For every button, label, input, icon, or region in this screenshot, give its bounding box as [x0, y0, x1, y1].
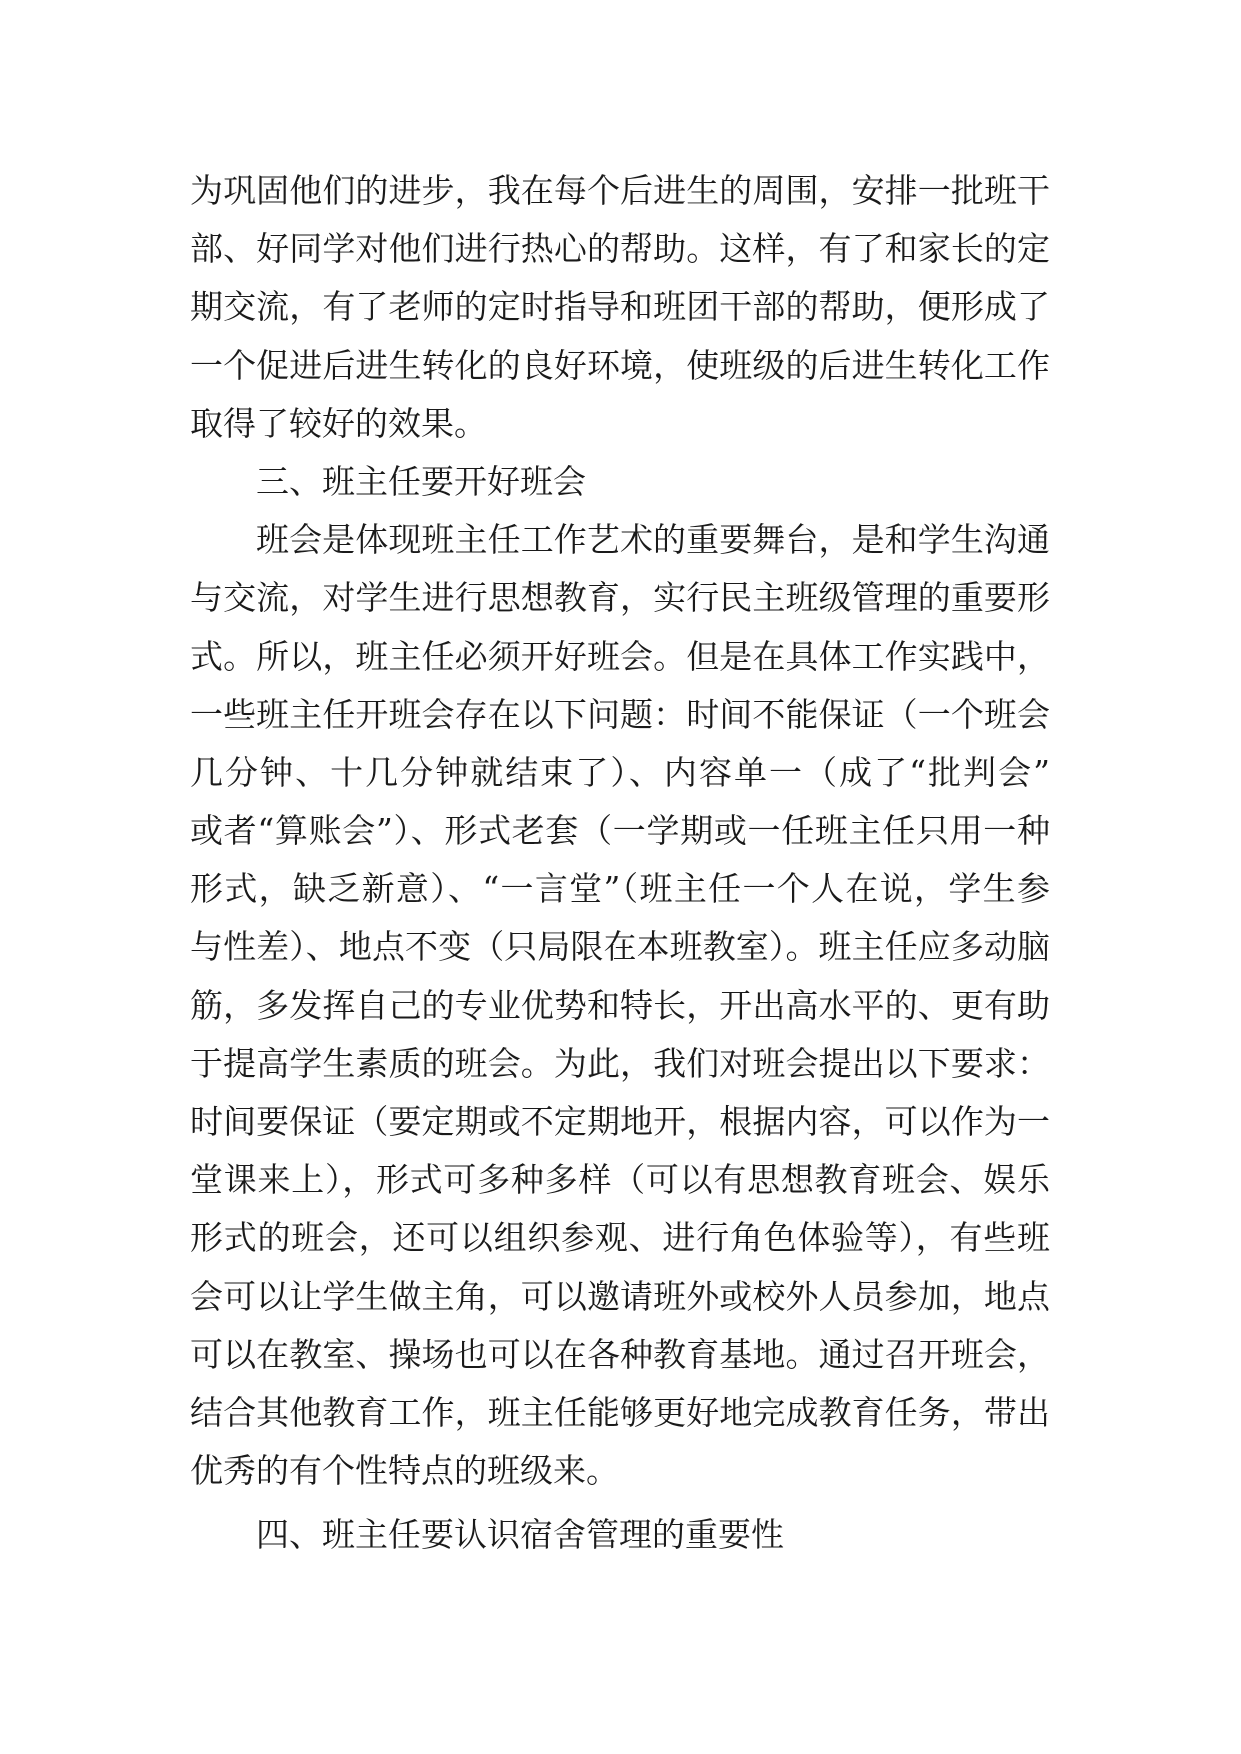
paragraph-class-meeting	[190, 511, 1050, 1500]
text-line: 为巩固他们的进步，我在每个后进生的周围，安排一批班干	[190, 171, 1050, 210]
text-line: 班会是体现班主任工作艺术的重要舞台，是和学生沟通	[256, 520, 1050, 560]
text-line: 于提高学生素质的班会。为此，我们对班会提出以下要求：	[190, 1043, 1050, 1083]
document-body	[190, 162, 1050, 1565]
text-line: 几分钟、十几分钟就结束了）、内容单一（成了“批判会”	[190, 752, 1050, 792]
text-line: 一个促进后进生转化的良好环境，使班级的后进生转化工作	[190, 345, 1050, 385]
text-line: 形式，缺乏新意）、“一言堂”（班主任一个人在说，学生参	[190, 869, 1050, 909]
text-line: 一些班主任开班会存在以下问题：时间不能保证（一个班会	[190, 694, 1050, 734]
text-line: 筋，多发挥自己的专业优势和特长，开出高水平的、更有助	[190, 985, 1050, 1025]
text-line: 与性差）、地点不变（只局限在本班教室）。班主任应多动脑	[190, 927, 1050, 967]
text-line: 取得了较好的效果。	[190, 403, 487, 443]
section-heading-4: 四、班主任要认识宿舍管理的重要性	[256, 1515, 784, 1555]
text-line: 会可以让学生做主角，可以邀请班外或校外人员参加，地点	[190, 1276, 1050, 1316]
text-line: 与交流，对学生进行思想教育，实行民主班级管理的重要形	[190, 578, 1050, 618]
text-line: 可以在教室、操场也可以在各种教育基地。通过召开班会，	[190, 1334, 1050, 1374]
text-line: 堂课来上），形式可多种多样（可以有思想教育班会、娱乐	[190, 1160, 1050, 1200]
text-line: 或者“算账会”）、形式老套（一学期或一任班主任只用一种	[190, 811, 1050, 851]
text-line: 结合其他教育工作，班主任能够更好地完成教育任务，带出	[190, 1392, 1050, 1432]
text-line: 时间要保证（要定期或不定期地开，根据内容，可以作为一	[190, 1102, 1050, 1141]
text-line: 式。所以，班主任必须开好班会。但是在具体工作实践中，	[190, 636, 1050, 676]
paragraph-continued	[190, 162, 1050, 453]
text-line: 部、好同学对他们进行热心的帮助。这样，有了和家长的定	[190, 229, 1050, 269]
text-line: 期交流，有了老师的定时指导和班团干部的帮助，便形成了	[190, 287, 1050, 327]
section-heading-3: 三、班主任要开好班会	[256, 461, 586, 501]
text-line: 优秀的有个性特点的班级来。	[190, 1451, 619, 1491]
text-line: 形式的班会，还可以组织参观、进行角色体验等），有些班	[190, 1218, 1050, 1258]
